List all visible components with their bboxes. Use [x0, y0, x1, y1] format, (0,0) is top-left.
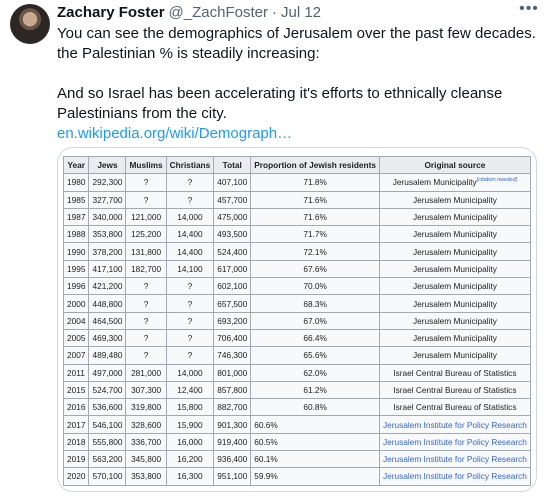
table-row	[64, 174, 531, 191]
cell-text: 62.0%	[303, 367, 327, 378]
cell-text: ?	[143, 333, 149, 344]
table-cell-christians	[166, 468, 214, 485]
demographics-table	[63, 156, 531, 486]
table-row	[64, 278, 531, 295]
cell-text: 68.3%	[303, 298, 327, 309]
cell-text: ?	[143, 350, 149, 361]
table-cell-source	[379, 312, 530, 329]
table-cell-christians	[166, 295, 214, 312]
table-cell-christians	[166, 191, 214, 208]
table-cell-proportion	[251, 295, 380, 312]
table-cell-total	[214, 174, 251, 191]
table-row	[64, 347, 531, 364]
cell-text: ?	[187, 298, 193, 309]
table-cell-source	[379, 278, 530, 295]
table-cell-year	[64, 329, 89, 346]
cell-text: 182,700	[131, 263, 162, 274]
header-col-christians: Christians	[166, 157, 214, 174]
table-cell-christians	[166, 433, 214, 450]
cell-text: Jerusalem Municipality	[412, 246, 497, 257]
table-cell-muslims	[126, 433, 166, 450]
table-row	[64, 433, 531, 450]
cell-text: 546,100	[92, 419, 123, 430]
cell-text: 67.6%	[303, 263, 327, 274]
tweet-line: the Palestinian % is steadily increasing:	[57, 45, 320, 62]
cell-text: 2020	[67, 471, 86, 482]
cell-text: 59.9%	[254, 471, 278, 482]
cell-text: 524,700	[92, 385, 123, 395]
cell-text: 493,500	[217, 229, 248, 240]
table-cell-total	[214, 399, 251, 416]
cell-text: 336,700	[131, 436, 162, 447]
cell-text: 536,600	[92, 402, 123, 413]
avatar[interactable]	[10, 4, 50, 44]
table-cell-muslims	[126, 191, 166, 208]
table-cell-christians	[166, 243, 214, 260]
cell-text: Jerusalem Municipality	[412, 194, 497, 205]
cell-text: 2019	[67, 454, 86, 465]
table-row	[64, 416, 531, 433]
table-cell-jews	[89, 399, 126, 416]
table-cell-proportion	[251, 260, 380, 277]
cell-text: 882,700	[217, 402, 248, 413]
cell-text: Jerusalem Municipality	[412, 315, 497, 326]
citation-needed-link[interactable]: [citation needed]	[476, 177, 518, 184]
tweet-date[interactable]: Jul 12	[280, 4, 322, 21]
cell-text: 60.5%	[254, 436, 278, 447]
cell-text: 60.8%	[303, 402, 327, 413]
cell-text: 693,200	[217, 315, 248, 326]
cell-text: 378,200	[92, 246, 123, 257]
tweet-header	[57, 4, 321, 22]
cell-text: 121,000	[131, 212, 162, 223]
cell-text: Jerusalem Municipality	[412, 263, 497, 274]
table-cell-year	[64, 278, 89, 295]
table-cell-year	[64, 191, 89, 208]
cell-text: 67.0%	[303, 315, 327, 326]
cell-text: Jerusalem Municipality	[412, 212, 497, 223]
cell-text: 1980	[67, 177, 86, 188]
table-cell-christians	[166, 208, 214, 225]
table-row	[64, 243, 531, 260]
cell-text: 570,100	[92, 471, 123, 482]
cell-text: ?	[143, 194, 149, 205]
table-cell-proportion	[251, 416, 380, 433]
table-cell-christians	[166, 260, 214, 277]
cell-text: 66.4%	[303, 333, 327, 344]
table-cell-christians	[166, 399, 214, 416]
table-row	[64, 260, 531, 277]
table-cell-source	[379, 381, 530, 398]
cell-text: Jerusalem Municipality	[412, 281, 497, 292]
header-col-jews: Jews	[89, 157, 126, 174]
cell-text: 345,800	[131, 454, 162, 465]
more-options-icon[interactable]: •••	[519, 0, 539, 17]
cell-text: 2018	[67, 436, 86, 447]
table-cell-total	[214, 191, 251, 208]
table-cell-total	[214, 468, 251, 485]
cell-text: 2015	[67, 385, 86, 395]
table-cell-total	[214, 278, 251, 295]
cell-text: 15,900	[177, 419, 203, 430]
cell-text: 602,100	[217, 281, 248, 292]
table-cell-muslims	[126, 347, 166, 364]
cell-text: 421,200	[92, 281, 123, 292]
cell-text: 353,800	[92, 229, 123, 240]
table-cell-year	[64, 451, 89, 468]
table-cell-jews	[89, 451, 126, 468]
cell-text: 14,000	[177, 367, 203, 378]
table-cell-muslims	[126, 451, 166, 468]
cell-text: 1996	[67, 281, 86, 292]
table-cell-christians	[166, 416, 214, 433]
cell-text: ?	[187, 333, 193, 344]
table-cell-source	[379, 399, 530, 416]
table-row	[64, 312, 531, 329]
table-cell-total	[214, 364, 251, 381]
cell-text: 919,400	[217, 436, 248, 447]
table-cell-proportion	[251, 381, 380, 398]
table-cell-jews	[89, 295, 126, 312]
table-cell-source	[379, 191, 530, 208]
table-cell-year	[64, 243, 89, 260]
table-cell-jews	[89, 260, 126, 277]
header-col-proportion: Proportion of Jewish residents	[251, 157, 380, 174]
cell-text: Israel Central Bureau of Statistics	[393, 385, 517, 395]
cell-text: 2000	[67, 298, 86, 309]
tweet-media-image[interactable]	[57, 147, 537, 492]
cell-text[interactable]: Jerusalem Institute for Policy Research	[382, 471, 527, 482]
cell-text: 1985	[67, 194, 86, 205]
cell-text: 16,200	[177, 454, 203, 465]
cell-text: 1988	[67, 229, 86, 240]
table-cell-jews	[89, 243, 126, 260]
tweet-link[interactable]: en.wikipedia.org/wiki/Demograph…	[57, 125, 293, 142]
cell-text: 60.6%	[254, 419, 278, 430]
table-header-row	[64, 157, 531, 174]
cell-text: 14,400	[177, 246, 203, 257]
author-name[interactable]: Zachary Foster	[57, 4, 165, 21]
table-cell-christians	[166, 381, 214, 398]
table-cell-muslims	[126, 381, 166, 398]
table-cell-jews	[89, 416, 126, 433]
table-cell-source	[379, 226, 530, 243]
cell-text: 16,300	[177, 471, 203, 482]
cell-text: Jerusalem Municipality	[412, 350, 497, 361]
cell-text: 464,500	[92, 315, 123, 326]
table-cell-proportion	[251, 433, 380, 450]
table-cell-christians	[166, 329, 214, 346]
table-cell-proportion	[251, 399, 380, 416]
table-cell-muslims	[126, 295, 166, 312]
cell-text: 14,400	[177, 229, 203, 240]
table-cell-christians	[166, 364, 214, 381]
cell-text: 951,100	[217, 471, 248, 482]
table-cell-proportion	[251, 312, 380, 329]
table-cell-jews	[89, 191, 126, 208]
table-cell-proportion	[251, 226, 380, 243]
table-cell-year	[64, 416, 89, 433]
cell-text: 469,300	[92, 333, 123, 344]
table-cell-muslims	[126, 174, 166, 191]
cell-text: 563,200	[92, 454, 123, 465]
table-cell-source	[379, 174, 530, 191]
header-col-year: Year	[64, 157, 89, 174]
table-cell-year	[64, 260, 89, 277]
table-cell-proportion	[251, 364, 380, 381]
table-cell-year	[64, 433, 89, 450]
cell-text: 657,500	[217, 298, 248, 309]
cell-text: 2016	[67, 402, 86, 413]
cell-text: 131,800	[131, 246, 162, 257]
cell-text: 417,100	[92, 263, 123, 274]
table-cell-muslims	[126, 226, 166, 243]
table-cell-source	[379, 260, 530, 277]
table-cell-christians	[166, 174, 214, 191]
cell-text: 746,300	[217, 350, 248, 361]
table-body	[64, 174, 531, 485]
table-cell-total	[214, 433, 251, 450]
table-cell-total	[214, 260, 251, 277]
cell-text[interactable]: Jerusalem Institute for Policy Research	[382, 419, 527, 430]
table-cell-year	[64, 468, 89, 485]
cell-text: Israel Central Bureau of Statistics	[393, 402, 517, 413]
cell-text: 328,600	[131, 419, 162, 430]
table-cell-christians	[166, 451, 214, 468]
table-cell-christians	[166, 278, 214, 295]
table-cell-proportion	[251, 329, 380, 346]
tweet-line: You can see the demographics of Jerusalem over the past few decades.	[57, 25, 536, 42]
cell-text: 2005	[67, 333, 86, 344]
table-cell-year	[64, 381, 89, 398]
cell-text: 71.7%	[303, 229, 327, 240]
table-cell-jews	[89, 468, 126, 485]
table-cell-proportion	[251, 208, 380, 225]
cell-text: 524,400	[217, 246, 248, 257]
table-row	[64, 208, 531, 225]
table-cell-jews	[89, 347, 126, 364]
table-cell-year	[64, 364, 89, 381]
cell-text: ?	[187, 177, 193, 188]
cell-text: 1995	[67, 263, 86, 274]
table-cell-year	[64, 174, 89, 191]
table-cell-source	[379, 416, 530, 433]
table-cell-total	[214, 329, 251, 346]
table-row	[64, 468, 531, 485]
table-cell-jews	[89, 381, 126, 398]
tweet-line: Palestinians from the city.	[57, 105, 227, 122]
table-cell-source	[379, 329, 530, 346]
cell-text: 307,300	[131, 385, 162, 395]
table-cell-source	[379, 433, 530, 450]
table-cell-jews	[89, 433, 126, 450]
table-cell-total	[214, 226, 251, 243]
cell-text: 2017	[67, 419, 86, 430]
table-cell-jews	[89, 226, 126, 243]
table-cell-muslims	[126, 329, 166, 346]
cell-text: 125,200	[131, 229, 162, 240]
cell-text: 475,000	[217, 212, 248, 223]
cell-text: ?	[187, 350, 193, 361]
table-cell-total	[214, 208, 251, 225]
table-cell-jews	[89, 329, 126, 346]
cell-text: 448,800	[92, 298, 123, 309]
table-cell-total	[214, 347, 251, 364]
cell-text: 15,800	[177, 402, 203, 413]
table-cell-source	[379, 347, 530, 364]
table-cell-christians	[166, 226, 214, 243]
cell-text: 2004	[67, 315, 86, 326]
table-row	[64, 364, 531, 381]
cell-text: 60.1%	[254, 454, 278, 465]
cell-text: Jerusalem Municipality	[392, 177, 477, 188]
cell-text: 407,100	[217, 177, 248, 188]
separator-dot: ·	[271, 4, 277, 21]
cell-text: ?	[143, 177, 149, 188]
table-cell-jews	[89, 278, 126, 295]
table-cell-jews	[89, 208, 126, 225]
cell-text: 1987	[67, 212, 86, 223]
cell-text: 327,700	[92, 194, 123, 205]
cell-text: ?	[187, 194, 193, 205]
table-row	[64, 451, 531, 468]
cell-text: 857,800	[217, 385, 248, 395]
table-cell-muslims	[126, 416, 166, 433]
table-cell-muslims	[126, 364, 166, 381]
table-cell-proportion	[251, 191, 380, 208]
cell-text: 617,000	[217, 263, 248, 274]
table-cell-total	[214, 243, 251, 260]
table-cell-proportion	[251, 451, 380, 468]
cell-text: Jerusalem Municipality	[412, 298, 497, 309]
cell-text: 12,400	[177, 385, 203, 395]
cell-text: Israel Central Bureau of Statistics	[393, 367, 517, 378]
cell-text: 801,000	[217, 367, 248, 378]
cell-text: ?	[187, 281, 193, 292]
table-row	[64, 329, 531, 346]
table-cell-muslims	[126, 312, 166, 329]
table-cell-proportion	[251, 468, 380, 485]
cell-text: 901,300	[217, 419, 248, 430]
cell-text: 555,800	[92, 436, 123, 447]
table-cell-muslims	[126, 278, 166, 295]
cell-text: Jerusalem Municipality	[412, 229, 497, 240]
table-cell-year	[64, 399, 89, 416]
header-col-source: Original source	[379, 157, 530, 174]
table-cell-source	[379, 208, 530, 225]
cell-text: 65.6%	[303, 350, 327, 361]
table-cell-muslims	[126, 260, 166, 277]
cell-text: 16,000	[177, 436, 203, 447]
table-cell-muslims	[126, 399, 166, 416]
cell-text: 706,400	[217, 333, 248, 344]
cell-text: 292,300	[92, 177, 123, 188]
table-row	[64, 399, 531, 416]
cell-text: 14,100	[177, 263, 203, 274]
cell-text: 72.1%	[303, 246, 327, 257]
table-cell-year	[64, 312, 89, 329]
cell-text[interactable]: Jerusalem Institute for Policy Research	[382, 436, 527, 447]
cell-text: ?	[187, 315, 193, 326]
table-cell-proportion	[251, 174, 380, 191]
tweet-text	[57, 24, 537, 144]
table-cell-jews	[89, 174, 126, 191]
cell-text: 497,000	[92, 367, 123, 378]
table-cell-christians	[166, 312, 214, 329]
cell-text: 340,000	[92, 212, 123, 223]
table-cell-total	[214, 381, 251, 398]
header-col-muslims: Muslims	[126, 157, 166, 174]
cell-text: Jerusalem Municipality	[412, 333, 497, 344]
header-col-total: Total	[214, 157, 251, 174]
cell-text: 489,480	[92, 350, 123, 361]
table-row	[64, 226, 531, 243]
cell-text: 14,000	[177, 212, 203, 223]
author-handle[interactable]: @_ZachFoster	[168, 4, 268, 21]
table-cell-proportion	[251, 243, 380, 260]
table-cell-proportion	[251, 278, 380, 295]
table-cell-source	[379, 364, 530, 381]
table-cell-source	[379, 243, 530, 260]
cell-text: 70.0%	[303, 281, 327, 292]
table-cell-proportion	[251, 347, 380, 364]
table-cell-year	[64, 208, 89, 225]
table-cell-year	[64, 295, 89, 312]
table-cell-jews	[89, 312, 126, 329]
cell-text: 71.6%	[303, 212, 327, 223]
table-row	[64, 381, 531, 398]
cell-text: ?	[143, 281, 149, 292]
cell-text: 457,700	[217, 194, 248, 205]
table-cell-source	[379, 451, 530, 468]
table-cell-year	[64, 347, 89, 364]
cell-text: 61.2%	[303, 385, 327, 395]
table-cell-source	[379, 295, 530, 312]
table-row	[64, 191, 531, 208]
table-cell-source	[379, 468, 530, 485]
cell-text: 2007	[67, 350, 86, 361]
cell-text: 71.8%	[303, 177, 327, 188]
cell-text: ?	[143, 315, 149, 326]
table-row	[64, 295, 531, 312]
table-cell-jews	[89, 364, 126, 381]
table-cell-total	[214, 451, 251, 468]
tweet-line: And so Israel has been accelerating it's efforts to ethnically cleanse	[57, 85, 503, 102]
table-cell-year	[64, 226, 89, 243]
cell-text: 319,800	[131, 402, 162, 413]
table-cell-total	[214, 295, 251, 312]
table-cell-muslims	[126, 243, 166, 260]
table-cell-total	[214, 416, 251, 433]
cell-text: 1990	[67, 246, 86, 257]
cell-text[interactable]: Jerusalem Institute for Policy Research	[382, 454, 527, 465]
table-cell-christians	[166, 347, 214, 364]
cell-text: 353,800	[131, 471, 162, 482]
table-cell-total	[214, 312, 251, 329]
cell-text: ?	[143, 298, 149, 309]
cell-text: 936,400	[217, 454, 248, 465]
cell-text: 281,000	[131, 367, 162, 378]
table-cell-muslims	[126, 208, 166, 225]
table-cell-muslims	[126, 468, 166, 485]
cell-text: 2011	[67, 367, 85, 378]
cell-text: 71.6%	[303, 194, 327, 205]
